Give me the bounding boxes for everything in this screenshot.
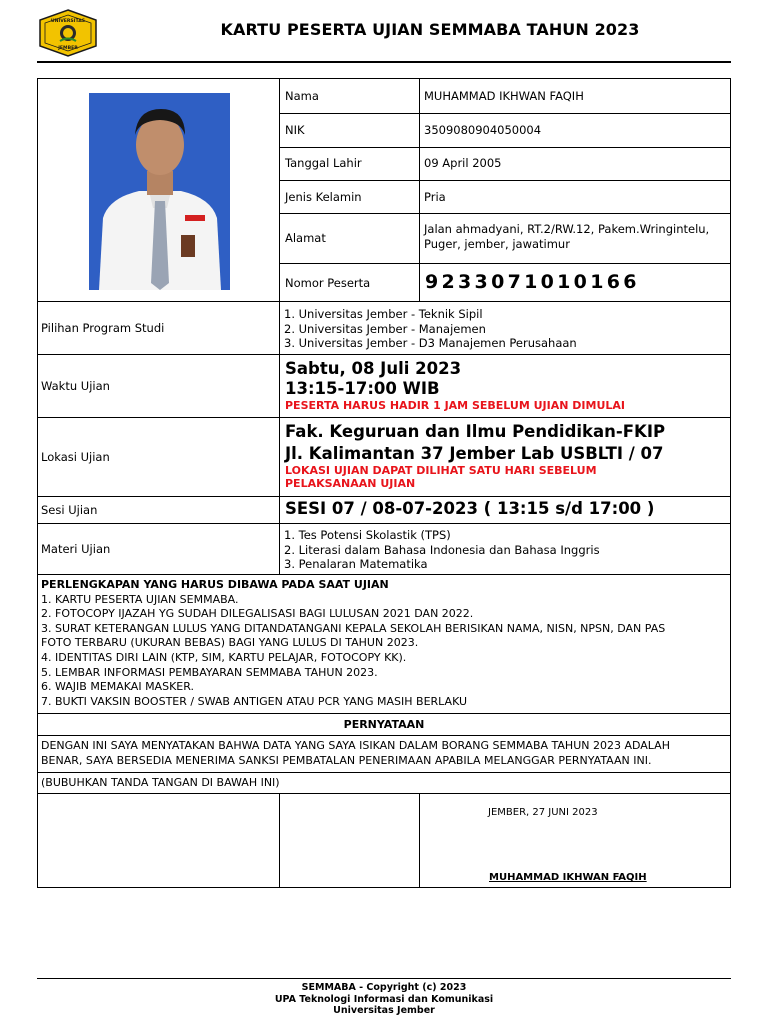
- label-sesi-ujian: Sesi Ujian: [38, 496, 279, 523]
- label-waktu-ujian: Waktu Ujian: [38, 354, 279, 417]
- participant-photo: [89, 93, 230, 290]
- value-alamat: Jalan ahmadyani, RT.2/RW.12, Pakem.Wringintelu, Puger, jember, jawatimur: [419, 213, 730, 263]
- label-nama: Nama: [279, 79, 419, 113]
- location-note-2: PELAKSANAAN UJIAN: [285, 477, 416, 490]
- footer: SEMMABA - Copyright (c) 2023 UPA Teknologi Informasi dan Komunikasi Universitas Jember: [274, 982, 494, 1016]
- value-nama: MUHAMMAD IKHWAN FAQIH: [419, 79, 730, 113]
- attendance-note: PESERTA HARUS HADIR 1 JAM SEBELUM UJIAN DIMULAI: [285, 399, 626, 412]
- value-program-studi: 1. Universitas Jember - Teknik Sipil 2. Universitas Jember - Manajemen 3. Universitas Jember - D3 Manajemen Perusahaan: [279, 301, 730, 354]
- location-line-2: Jl. Kalimantan 37 Jember Lab USBLTI / 07: [285, 444, 664, 463]
- page-title: KARTU PESERTA UJIAN SEMMABA TAHUN 2023: [220, 20, 640, 39]
- value-jenis-kelamin: Pria: [419, 180, 730, 213]
- signature-box-left: [38, 793, 279, 887]
- signature-box-right: [419, 793, 730, 887]
- signature-name: MUHAMMAD IKHWAN FAQIH: [489, 872, 647, 883]
- exam-card: [37, 78, 731, 888]
- label-nomor-peserta: Nomor Peserta: [279, 263, 419, 301]
- label-alamat: Alamat: [279, 213, 419, 263]
- list-item: 1. KARTU PESERTA UJIAN SEMMABA.: [41, 592, 239, 606]
- label-nik: NIK: [279, 113, 419, 147]
- equipment-section: [38, 574, 730, 713]
- list-item: 2. FOTOCOPY IJAZAH YG SUDAH DILEGALISASI BAGI LULUSAN 2021 DAN 2022.: [41, 607, 474, 621]
- list-item: 5. LEMBAR INFORMASI PEMBAYARAN SEMMABA TAHUN 2023.: [41, 665, 378, 679]
- value-tanggal-lahir: 09 April 2005: [419, 147, 730, 180]
- signature-instruction: (BUBUHKAN TANDA TANGAN DI BAWAH INI): [38, 772, 730, 793]
- value-waktu-ujian: [279, 354, 730, 417]
- value-sesi-ujian: SESI 07 / 08-07-2023 ( 13:15 s/d 17:00 ): [279, 496, 730, 523]
- list-item: 3. SURAT KETERANGAN LULUS YANG DITANDATANGANI KEPALA SEKOLAH BERISIKAN NAMA, NISN, NPSN, DAN PAS: [41, 621, 666, 635]
- label-tanggal-lahir: Tanggal Lahir: [279, 147, 419, 180]
- logo-text-bottom: JEMBER: [58, 46, 78, 51]
- list-item: FOTO TERBARU (UKURAN BEBAS) BAGI YANG LULUS DI TAHUN 2023.: [41, 636, 419, 650]
- header-divider: [37, 61, 731, 63]
- signature-box-middle: [279, 793, 419, 887]
- signature-place-date: JEMBER, 27 JUNI 2023: [488, 807, 598, 818]
- equipment-title: PERLENGKAPAN YANG HARUS DIBAWA PADA SAAT UJIAN: [41, 578, 389, 591]
- statement-title: PERNYATAAN: [38, 713, 730, 735]
- location-line-1: Fak. Keguruan dan Ilmu Pendidikan-FKIP: [285, 422, 666, 441]
- exam-time: 13:15-17:00 WIB: [285, 379, 440, 398]
- list-item: 6. WAJIB MEMAKAI MASKER.: [41, 680, 194, 694]
- statement-text: DENGAN INI SAYA MENYATAKAN BAHWA DATA YANG SAYA ISIKAN DALAM BORANG SEMMABA TAHUN 2023 ADALAH BENAR, SAYA BERSEDIA MENERIMA SANKSI PEMBATALAN PENERIMAAN APABILA MELANGGAR PERNYATAAN INI.: [38, 735, 730, 772]
- value-lokasi-ujian: [279, 417, 730, 496]
- location-note-1: LOKASI UJIAN DAPAT DILIHAT SATU HARI SEBELUM: [285, 464, 597, 477]
- logo-text-top: UNIVERSITAS: [50, 19, 86, 24]
- label-lokasi-ujian: Lokasi Ujian: [38, 417, 279, 496]
- university-logo: [36, 8, 100, 58]
- label-jenis-kelamin: Jenis Kelamin: [279, 180, 419, 213]
- list-item: 4. IDENTITAS DIRI LAIN (KTP, SIM, KARTU PELAJAR, FOTOCOPY KK).: [41, 650, 407, 664]
- value-nomor-peserta: 9233071010166: [419, 263, 730, 301]
- exam-date: Sabtu, 08 Juli 2023: [285, 359, 462, 378]
- label-materi-ujian: Materi Ujian: [38, 523, 279, 574]
- footer-divider: [37, 978, 731, 979]
- value-materi-ujian: 1. Tes Potensi Skolastik (TPS) 2. Literasi dalam Bahasa Indonesia dan Bahasa Inggris 3. Penalaran Matematika: [279, 523, 730, 574]
- label-program-studi: Pilihan Program Studi: [38, 301, 279, 354]
- value-nik: 3509080904050004: [419, 113, 730, 147]
- list-item: 7. BUKTI VAKSIN BOOSTER / SWAB ANTIGEN ATAU PCR YANG MASIH BERLAKU: [41, 694, 468, 708]
